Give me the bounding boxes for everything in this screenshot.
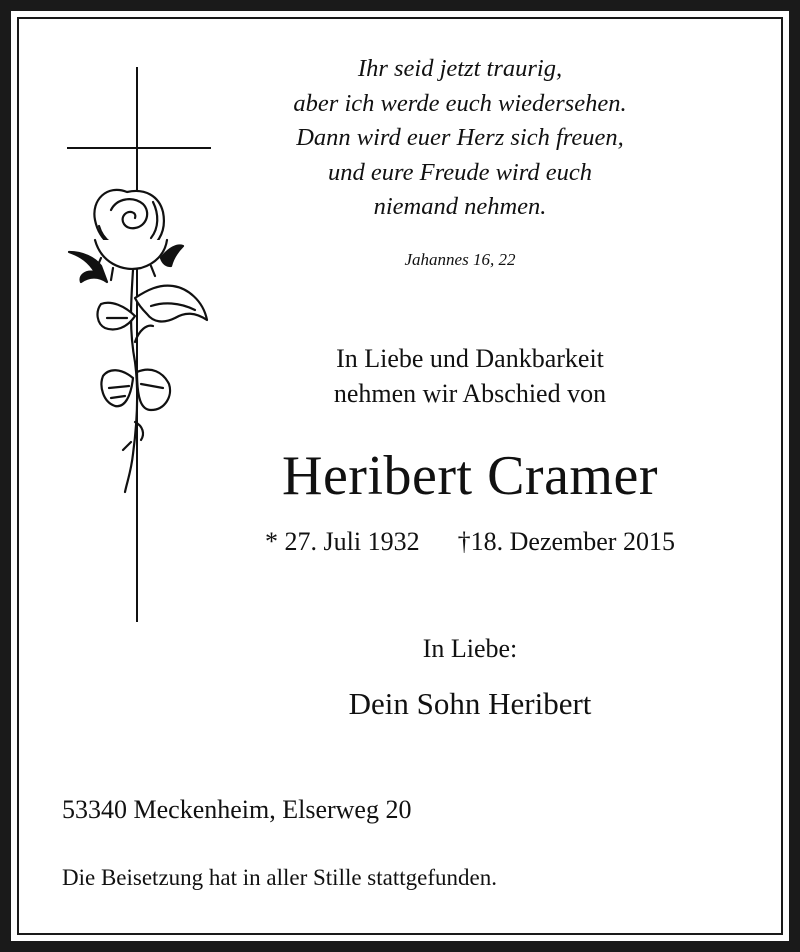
death-date: †18. Dezember 2015 [457,527,675,556]
verse-line: Dann wird euer Herz sich freuen, [296,124,624,151]
verse-line: und eure Freude wird euch [328,158,592,186]
intro-line-1: In Liebe und Dankbarkeit [336,344,604,373]
verse [240,52,680,225]
cross-rose-artwork [55,62,215,632]
intro-text [220,341,720,411]
life-dates [205,527,735,557]
address: 53340 Meckenheim, Elserweg 20 [62,795,412,824]
intro-line-2: nehmen wir Abschied von [333,379,607,408]
funeral-notice: Die Beisetzung hat in aller Stille stattgefunden. [62,865,497,890]
cross-icon [67,67,211,622]
signature-label: In Liebe: [422,634,518,663]
verse-reference: Jahannes 16, 22 [404,250,516,269]
birth-date: * 27. Juli 1932 [265,527,420,556]
verse-line: Ihr seid jetzt traurig, [357,55,563,82]
deceased-name: Heribert Cramer [282,445,658,507]
signer-name: Dein Sohn Heribert [348,686,592,721]
verse-line: niemand nehmen. [373,193,547,220]
verse-line: aber ich werde euch wiedersehen. [293,89,627,117]
